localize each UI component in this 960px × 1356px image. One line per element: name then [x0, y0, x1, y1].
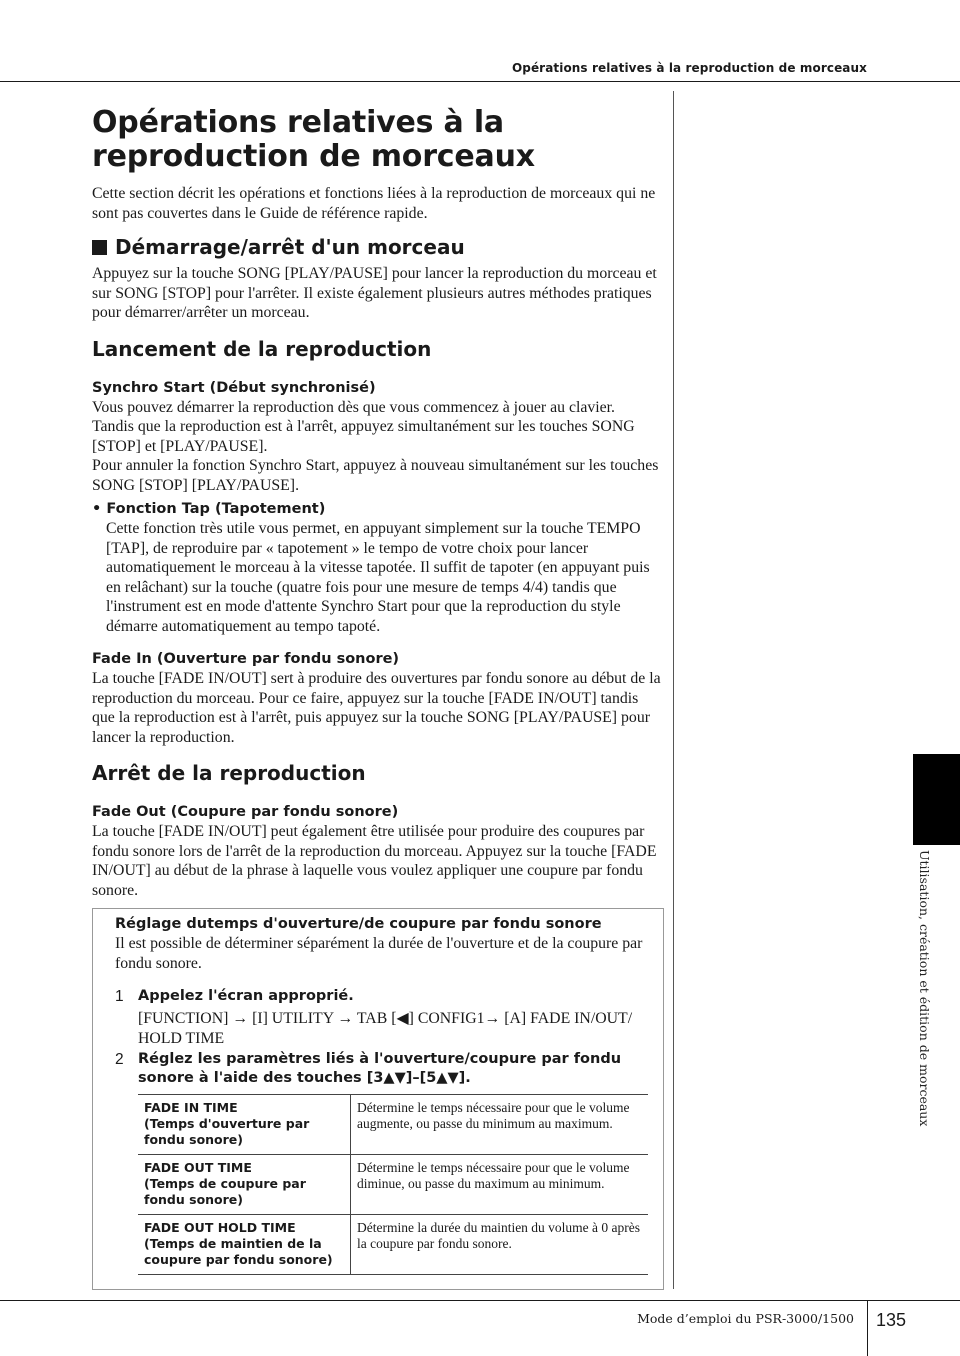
footer-rule — [0, 1300, 960, 1301]
param-name-cell — [138, 1215, 351, 1275]
footer-divider — [867, 1300, 868, 1356]
intro-paragraph: Cette section décrit les opérations et fonctions liées à la reproduction de morceaux qui ne sont pas couvertes dans le Guide de référence rapide. — [92, 185, 656, 222]
subsection-heading-launch: Lancement de la reproduction — [92, 336, 432, 361]
box-body: Il est possible de déterminer séparément la durée de l'ouverture et de la coupure par fondu sonore. — [115, 935, 643, 972]
header-rule — [0, 81, 960, 82]
section-heading-text: Démarrage/arrêt d'un morceau — [115, 235, 465, 259]
tap-function-title: • Fonction Tap (Tapotement) — [92, 501, 326, 517]
page-title-line2: reproduction de morceaux — [92, 139, 535, 174]
fade-out-body: La touche [FADE IN/OUT] peut également être utilisée pour produire des coupures par fondu sonore lors de l'arrêt de la reproduction du morceau. Appuyez sur la touche [FADE IN/OUT] au début de la phrase à laquelle vous voulez appliquer une coupure par fondu sonore. — [92, 823, 657, 899]
param-name-cell — [138, 1095, 351, 1155]
section-tab — [913, 754, 960, 845]
footer-manual-title: Mode d’emploi du PSR-3000/1500 — [637, 1311, 854, 1326]
param-name: FADE OUT TIME — [144, 1160, 252, 1175]
param-value-cell: Détermine le temps nécessaire pour que le volume diminue, ou passe du maximum au minimum. — [351, 1155, 649, 1215]
step-2 — [115, 1050, 647, 1088]
tap-function-body: Cette fonction très utile vous permet, en appuyant simplement sur la touche TEMPO [TAP], de reproduire par « tapotement » le tempo de votre choix pour lancer automatiquement le morceau à la vitesse tapotée. Il suffit de tapoter (en appuyant puis en relâchant) sur la touche (quatre fois pour une mesure de temps 4/4) tandis que l'instrument est en mode d'attente Synchro Start pour que la reproduction du style démarre automatiquement au tempo tapoté. — [106, 520, 650, 635]
side-section-label: Utilisation, création et édition de morceaux — [917, 850, 932, 1127]
parameter-table — [138, 1094, 648, 1275]
param-value-cell: Détermine la durée du maintien du volume à 0 après la coupure par fondu sonore. — [351, 1215, 649, 1275]
param-name-cell — [138, 1155, 351, 1215]
param-name: FADE OUT HOLD TIME — [144, 1220, 296, 1235]
fade-out-title: Fade Out (Coupure par fondu sonore) — [92, 804, 399, 820]
fade-in-title: Fade In (Ouverture par fondu sonore) — [92, 651, 400, 667]
step-number: 1 — [115, 988, 124, 1005]
synchro-paragraph-2: Tandis que la reproduction est à l'arrêt, appuyez simultanément sur les touches SONG [STOP] et [PLAY/PAUSE]. — [92, 418, 635, 455]
step-1 — [115, 987, 647, 1006]
table-row — [138, 1095, 648, 1155]
main-content — [92, 106, 664, 1290]
running-header: Opérations relatives à la reproduction de morceaux — [511, 61, 867, 75]
step-text: Appelez l'écran approprié. — [138, 988, 354, 1004]
table-row — [138, 1155, 648, 1215]
fade-time-box — [92, 908, 664, 1290]
subsection-heading-stop: Arrêt de la reproduction — [92, 761, 366, 785]
param-description: (Temps de maintien de la coupure par fondu sonore) — [144, 1236, 333, 1267]
table-row — [138, 1215, 648, 1275]
param-name: FADE IN TIME — [144, 1100, 238, 1115]
page-title — [92, 106, 664, 174]
column-rule — [673, 91, 674, 1289]
square-bullet-icon — [92, 240, 107, 255]
param-value-cell: Détermine le temps nécessaire pour que le volume augmente, ou passe du minimum au maximum. — [351, 1095, 649, 1155]
section-heading-start-stop — [92, 235, 664, 259]
param-description: (Temps d'ouverture par fondu sonore) — [144, 1116, 310, 1147]
synchro-start-title: Synchro Start (Début synchronisé) — [92, 379, 376, 396]
box-title: Réglage dutemps d'ouverture/de coupure par fondu sonore — [115, 916, 602, 932]
section-body: Appuyez sur la touche SONG [PLAY/PAUSE] pour lancer la reproduction du morceau et sur SONG [STOP] pour l'arrêter. Il existe également plusieurs autres méthodes pratiques pour démarrer/arrêter un morceau. — [92, 265, 657, 321]
param-description: (Temps de coupure par fondu sonore) — [144, 1176, 306, 1207]
fade-in-body: La touche [FADE IN/OUT] sert à produire des ouvertures par fondu sonore au début de la reproduction du morceau. Pour ce faire, appuyez sur la touche [FADE IN/OUT] tandis que la reproduction est à l'arrêt, puis appuyez sur la touche SONG [PLAY/PAUSE] pour lancer la reproduction. — [92, 670, 661, 746]
synchro-paragraph-3: Pour annuler la fonction Synchro Start, appuyez à nouveau simultanément sur les touches SONG [STOP] [PLAY/PAUSE]. — [92, 457, 659, 494]
step-1-path: [FUNCTION] → [I] UTILITY → TAB [◀] CONFIG1→ [A] FADE IN/OUT/ HOLD TIME — [138, 1010, 633, 1047]
page-number: 135 — [876, 1310, 907, 1330]
synchro-paragraph-1: Vous pouvez démarrer la reproduction dès que vous commencez à jouer au clavier. — [92, 398, 616, 416]
page-title-line1: Opérations relatives à la — [92, 105, 504, 140]
step-number: 2 — [115, 1051, 124, 1068]
step-text: Réglez les paramètres liés à l'ouverture/coupure par fondu sonore à l'aide des touches [3▲▼]–[5▲▼]. — [138, 1051, 622, 1086]
